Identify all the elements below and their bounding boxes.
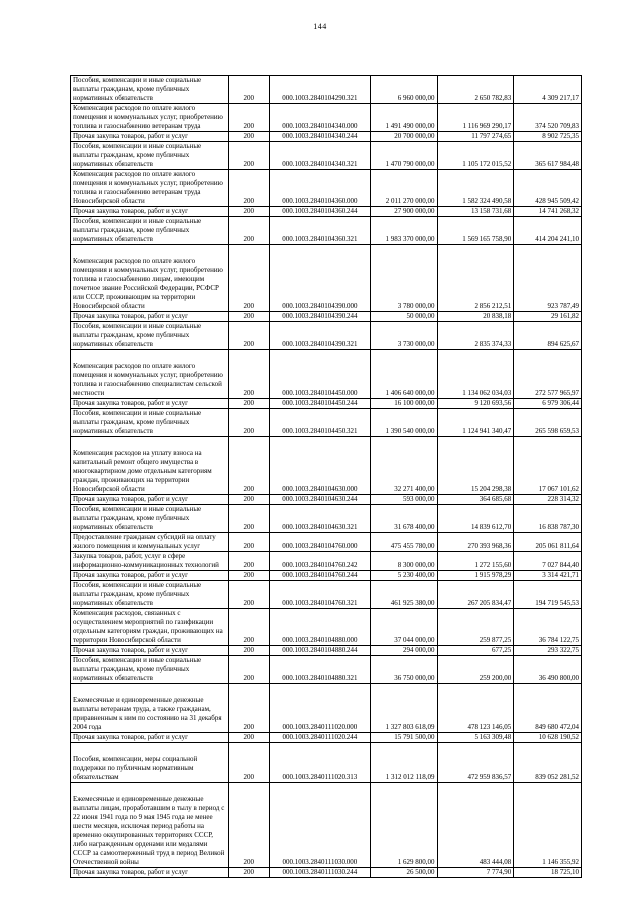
- remainder-amount-cell: 7 027 844,40: [514, 552, 582, 571]
- budget-class-code-cell: 000.1003.2840111020.000: [269, 684, 370, 733]
- remainder-amount-cell: 428 945 509,42: [514, 170, 582, 207]
- expense-type-code-cell: 200: [228, 399, 269, 409]
- table-row: [71, 217, 582, 245]
- budget-class-code-cell: 000.1003.2840104880.244: [269, 646, 370, 656]
- table-row: [71, 312, 582, 322]
- remainder-amount-cell: 194 719 545,53: [514, 581, 582, 609]
- budget-class-code-cell: 000.1003.2840104630.321: [269, 505, 370, 533]
- expense-type-code-cell: 200: [228, 437, 269, 495]
- executed-amount-cell: 13 158 731,68: [437, 207, 514, 217]
- remainder-amount-cell: 29 161,82: [514, 312, 582, 322]
- expense-type-code-cell: 200: [228, 76, 269, 104]
- table-row: [71, 868, 582, 878]
- table-row: [71, 743, 582, 783]
- table-row: [71, 581, 582, 609]
- expense-name-cell: Пособия, компенсации и иные социальные выплаты гражданам, кроме публичных нормативных обязательств: [71, 76, 229, 104]
- budget-class-code-cell: 000.1003.2840104630.244: [269, 495, 370, 505]
- table-row: [71, 132, 582, 142]
- budget-class-code-cell: 000.1003.2840104360.321: [269, 217, 370, 245]
- table-row: [71, 733, 582, 743]
- budget-class-code-cell: 000.1003.2840104340.244: [269, 132, 370, 142]
- table-row: [71, 350, 582, 399]
- expense-type-code-cell: 200: [228, 132, 269, 142]
- executed-amount-cell: 1 915 978,29: [437, 571, 514, 581]
- approved-amount-cell: 1 470 790 000,00: [370, 142, 437, 170]
- approved-amount-cell: 32 271 400,00: [370, 437, 437, 495]
- remainder-amount-cell: 36 784 122,75: [514, 609, 582, 646]
- approved-amount-cell: 6 960 000,00: [370, 76, 437, 104]
- remainder-amount-cell: 272 577 965,97: [514, 350, 582, 399]
- table-row: [71, 142, 582, 170]
- remainder-amount-cell: 849 680 472,04: [514, 684, 582, 733]
- table-row: [71, 609, 582, 646]
- approved-amount-cell: 16 100 000,00: [370, 399, 437, 409]
- table-row: [71, 495, 582, 505]
- remainder-amount-cell: 18 725,10: [514, 868, 582, 878]
- executed-amount-cell: 2 650 782,83: [437, 76, 514, 104]
- expense-type-code-cell: 200: [228, 743, 269, 783]
- executed-amount-cell: 15 204 298,38: [437, 437, 514, 495]
- table-row: [71, 207, 582, 217]
- expense-name-cell: Компенсация расходов на уплату взноса на капитальный ремонт общего имущества в многоквартирном доме отдельным категориям граждан, проживающих на территории Новосибирской области: [71, 437, 229, 495]
- approved-amount-cell: 1 312 012 118,09: [370, 743, 437, 783]
- expense-type-code-cell: 200: [228, 533, 269, 552]
- expense-type-code-cell: 200: [228, 552, 269, 571]
- approved-amount-cell: 31 678 400,00: [370, 505, 437, 533]
- budget-class-code-cell: 000.1003.2840104880.000: [269, 609, 370, 646]
- expense-type-code-cell: 200: [228, 104, 269, 132]
- budget-class-code-cell: 000.1003.2840104360.244: [269, 207, 370, 217]
- budget-class-code-cell: 000.1003.2840104450.000: [269, 350, 370, 399]
- budget-class-code-cell: 000.1003.2840104450.244: [269, 399, 370, 409]
- expense-name-cell: Прочая закупка товаров, работ и услуг: [71, 399, 229, 409]
- executed-amount-cell: 11 797 274,65: [437, 132, 514, 142]
- remainder-amount-cell: 839 052 281,52: [514, 743, 582, 783]
- expense-type-code-cell: 200: [228, 142, 269, 170]
- executed-amount-cell: 2 856 212,51: [437, 245, 514, 312]
- budget-table-body: [71, 76, 582, 878]
- expense-type-code-cell: 200: [228, 571, 269, 581]
- approved-amount-cell: 1 327 803 618,09: [370, 684, 437, 733]
- expense-type-code-cell: 200: [228, 646, 269, 656]
- executed-amount-cell: 259 200,00: [437, 656, 514, 684]
- executed-amount-cell: 267 205 834,47: [437, 581, 514, 609]
- executed-amount-cell: 478 123 146,05: [437, 684, 514, 733]
- remainder-amount-cell: 8 902 725,35: [514, 132, 582, 142]
- expense-type-code-cell: 200: [228, 170, 269, 207]
- expense-name-cell: Компенсация расходов по оплате жилого помещения и коммунальных услуг, приобретению топлива и газоснабжению специалистам сельской местности: [71, 350, 229, 399]
- expense-type-code-cell: 200: [228, 312, 269, 322]
- table-row: [71, 646, 582, 656]
- expense-name-cell: Прочая закупка товаров, работ и услуг: [71, 571, 229, 581]
- remainder-amount-cell: 4 309 217,17: [514, 76, 582, 104]
- expense-type-code-cell: 200: [228, 684, 269, 733]
- remainder-amount-cell: 6 979 306,44: [514, 399, 582, 409]
- expense-type-code-cell: 200: [228, 868, 269, 878]
- expense-type-code-cell: 200: [228, 409, 269, 437]
- table-row: [71, 399, 582, 409]
- executed-amount-cell: 7 774,90: [437, 868, 514, 878]
- approved-amount-cell: 50 000,00: [370, 312, 437, 322]
- executed-amount-cell: 472 959 836,57: [437, 743, 514, 783]
- budget-class-code-cell: 000.1003.2840104390.000: [269, 245, 370, 312]
- approved-amount-cell: 20 700 000,00: [370, 132, 437, 142]
- table-row: [71, 76, 582, 104]
- executed-amount-cell: 1 134 062 034,03: [437, 350, 514, 399]
- remainder-amount-cell: 17 067 101,62: [514, 437, 582, 495]
- approved-amount-cell: 36 750 000,00: [370, 656, 437, 684]
- budget-class-code-cell: 000.1003.2840104390.321: [269, 322, 370, 350]
- budget-class-code-cell: 000.1003.2840111030.244: [269, 868, 370, 878]
- expense-type-code-cell: 200: [228, 207, 269, 217]
- budget-execution-table: [70, 75, 582, 878]
- remainder-amount-cell: 265 598 659,53: [514, 409, 582, 437]
- expense-type-code-cell: 200: [228, 609, 269, 646]
- approved-amount-cell: 294 000,00: [370, 646, 437, 656]
- approved-amount-cell: 8 300 000,00: [370, 552, 437, 571]
- remainder-amount-cell: 894 625,67: [514, 322, 582, 350]
- expense-name-cell: Компенсация расходов по оплате жилого помещения и коммунальных услуг, приобретению топлива и газоснабжению ветеранам труда: [71, 104, 229, 132]
- executed-amount-cell: 483 444,08: [437, 783, 514, 868]
- table-row: [71, 571, 582, 581]
- budget-class-code-cell: 000.1003.2840104360.000: [269, 170, 370, 207]
- budget-class-code-cell: 000.1003.2840104760.000: [269, 533, 370, 552]
- expense-name-cell: Пособия, компенсации и иные социальные выплаты гражданам, кроме публичных нормативных обязательств: [71, 142, 229, 170]
- budget-class-code-cell: 000.1003.2840104390.244: [269, 312, 370, 322]
- executed-amount-cell: 1 582 324 490,58: [437, 170, 514, 207]
- expense-name-cell: Прочая закупка товаров, работ и услуг: [71, 312, 229, 322]
- table-row: [71, 656, 582, 684]
- expense-name-cell: Прочая закупка товаров, работ и услуг: [71, 495, 229, 505]
- budget-class-code-cell: 000.1003.2840104630.000: [269, 437, 370, 495]
- expense-name-cell: Пособия, компенсации и иные социальные выплаты гражданам, кроме публичных нормативных обязательств: [71, 656, 229, 684]
- executed-amount-cell: 1 105 172 015,52: [437, 142, 514, 170]
- executed-amount-cell: 20 838,18: [437, 312, 514, 322]
- executed-amount-cell: 9 120 693,56: [437, 399, 514, 409]
- table-row: [71, 170, 582, 207]
- expense-name-cell: Закупка товаров, работ, услуг в сфере информационно-коммуникационных технологий: [71, 552, 229, 571]
- approved-amount-cell: 3 730 000,00: [370, 322, 437, 350]
- approved-amount-cell: 1 491 490 000,00: [370, 104, 437, 132]
- budget-class-code-cell: 000.1003.2840104450.321: [269, 409, 370, 437]
- approved-amount-cell: 1 983 370 000,00: [370, 217, 437, 245]
- approved-amount-cell: 2 011 270 000,00: [370, 170, 437, 207]
- budget-class-code-cell: 000.1003.2840104760.321: [269, 581, 370, 609]
- approved-amount-cell: 461 925 380,00: [370, 581, 437, 609]
- remainder-amount-cell: 374 520 709,83: [514, 104, 582, 132]
- budget-class-code-cell: 000.1003.2840104340.000: [269, 104, 370, 132]
- approved-amount-cell: 1 629 800,00: [370, 783, 437, 868]
- budget-class-code-cell: 000.1003.2840104340.321: [269, 142, 370, 170]
- executed-amount-cell: 677,25: [437, 646, 514, 656]
- table-row: [71, 409, 582, 437]
- budget-class-code-cell: 000.1003.2840111020.244: [269, 733, 370, 743]
- executed-amount-cell: 14 839 612,70: [437, 505, 514, 533]
- approved-amount-cell: 3 780 000,00: [370, 245, 437, 312]
- expense-type-code-cell: 200: [228, 245, 269, 312]
- approved-amount-cell: 5 230 400,00: [370, 571, 437, 581]
- expense-name-cell: Компенсация расходов, связанных с осуществлением мероприятий по газификации отдельным категориям граждан, проживающих на территории Новосибирской области: [71, 609, 229, 646]
- table-row: [71, 684, 582, 733]
- executed-amount-cell: 270 393 968,36: [437, 533, 514, 552]
- expense-name-cell: Пособия, компенсации и иные социальные выплаты гражданам, кроме публичных нормативных обязательств: [71, 322, 229, 350]
- table-row: [71, 552, 582, 571]
- expense-name-cell: Пособия, компенсации и иные социальные выплаты гражданам, кроме публичных нормативных обязательств: [71, 217, 229, 245]
- remainder-amount-cell: 1 146 355,92: [514, 783, 582, 868]
- budget-class-code-cell: 000.1003.2840104760.242: [269, 552, 370, 571]
- expense-name-cell: Прочая закупка товаров, работ и услуг: [71, 132, 229, 142]
- expense-type-code-cell: 200: [228, 783, 269, 868]
- executed-amount-cell: 1 272 155,60: [437, 552, 514, 571]
- expense-name-cell: Прочая закупка товаров, работ и услуг: [71, 207, 229, 217]
- expense-type-code-cell: 200: [228, 217, 269, 245]
- expense-type-code-cell: 200: [228, 733, 269, 743]
- table-row: [71, 505, 582, 533]
- expense-name-cell: Пособия, компенсации и иные социальные выплаты гражданам, кроме публичных нормативных обязательств: [71, 409, 229, 437]
- expense-type-code-cell: 200: [228, 495, 269, 505]
- expense-name-cell: Предоставление гражданам субсидий на оплату жилого помещения и коммунальных услуг: [71, 533, 229, 552]
- expense-name-cell: Ежемесячные и единовременные денежные выплаты лицам, проработавшим в тылу в период с 22 июня 1941 года по 9 мая 1945 года не менее шести месяцев, исключая период работы на временно оккупированных территориях СССР, либо награжденным орденами или медалями СССР за самоотверженный труд в период Великой Отечественной войны: [71, 783, 229, 868]
- expense-type-code-cell: 200: [228, 581, 269, 609]
- executed-amount-cell: 259 877,25: [437, 609, 514, 646]
- budget-class-code-cell: 000.1003.2840104880.321: [269, 656, 370, 684]
- remainder-amount-cell: 293 322,75: [514, 646, 582, 656]
- executed-amount-cell: 1 116 969 290,17: [437, 104, 514, 132]
- table-row: [71, 322, 582, 350]
- budget-class-code-cell: 000.1003.2840104760.244: [269, 571, 370, 581]
- expense-name-cell: Пособия, компенсации и иные социальные выплаты гражданам, кроме публичных нормативных обязательств: [71, 505, 229, 533]
- expense-name-cell: Пособия, компенсации, меры социальной поддержки по публичным нормативным обязательствам: [71, 743, 229, 783]
- executed-amount-cell: 2 835 374,33: [437, 322, 514, 350]
- approved-amount-cell: 593 000,00: [370, 495, 437, 505]
- expense-type-code-cell: 200: [228, 350, 269, 399]
- remainder-amount-cell: 3 314 421,71: [514, 571, 582, 581]
- remainder-amount-cell: 14 741 268,32: [514, 207, 582, 217]
- budget-class-code-cell: 000.1003.2840111030.000: [269, 783, 370, 868]
- page-number: 144: [313, 22, 327, 31]
- expense-name-cell: Ежемесячные и единовременные денежные выплаты ветеранам труда, а также гражданам, приравненным к ним по состоянию на 31 декабря 2004 года: [71, 684, 229, 733]
- remainder-amount-cell: 923 787,49: [514, 245, 582, 312]
- approved-amount-cell: 27 900 000,00: [370, 207, 437, 217]
- remainder-amount-cell: 36 490 800,00: [514, 656, 582, 684]
- expense-name-cell: Прочая закупка товаров, работ и услуг: [71, 733, 229, 743]
- approved-amount-cell: 475 455 780,00: [370, 533, 437, 552]
- remainder-amount-cell: 414 204 241,10: [514, 217, 582, 245]
- expense-name-cell: Прочая закупка товаров, работ и услуг: [71, 646, 229, 656]
- approved-amount-cell: 1 406 640 000,00: [370, 350, 437, 399]
- remainder-amount-cell: 205 061 811,64: [514, 533, 582, 552]
- table-row: [71, 104, 582, 132]
- executed-amount-cell: 1 124 941 340,47: [437, 409, 514, 437]
- table-row: [71, 783, 582, 868]
- executed-amount-cell: 364 685,68: [437, 495, 514, 505]
- expense-type-code-cell: 200: [228, 656, 269, 684]
- remainder-amount-cell: 228 314,32: [514, 495, 582, 505]
- approved-amount-cell: 26 500,00: [370, 868, 437, 878]
- remainder-amount-cell: 16 838 787,30: [514, 505, 582, 533]
- expense-name-cell: Прочая закупка товаров, работ и услуг: [71, 868, 229, 878]
- expense-name-cell: Компенсация расходов по оплате жилого помещения и коммунальных услуг, приобретению топлива и газоснабжению ветеранам труда Новосибирской области: [71, 170, 229, 207]
- expense-type-code-cell: 200: [228, 505, 269, 533]
- approved-amount-cell: 1 390 540 000,00: [370, 409, 437, 437]
- table-row: [71, 437, 582, 495]
- expense-name-cell: Пособия, компенсации и иные социальные выплаты гражданам, кроме публичных нормативных обязательств: [71, 581, 229, 609]
- budget-class-code-cell: 000.1003.2840111020.313: [269, 743, 370, 783]
- table-row: [71, 533, 582, 552]
- approved-amount-cell: 15 791 500,00: [370, 733, 437, 743]
- executed-amount-cell: 5 163 309,48: [437, 733, 514, 743]
- executed-amount-cell: 1 569 165 758,90: [437, 217, 514, 245]
- budget-class-code-cell: 000.1003.2840104290.321: [269, 76, 370, 104]
- expense-type-code-cell: 200: [228, 322, 269, 350]
- table-row: [71, 245, 582, 312]
- remainder-amount-cell: 365 617 984,48: [514, 142, 582, 170]
- remainder-amount-cell: 10 628 190,52: [514, 733, 582, 743]
- expense-name-cell: Компенсация расходов по оплате жилого помещения и коммунальных услуг, приобретению топлива и газоснабжению лицам, имеющим почетное звание Российской Федерации, РСФСР или СССР, проживающим на территории Новосибирской области: [71, 245, 229, 312]
- approved-amount-cell: 37 044 000,00: [370, 609, 437, 646]
